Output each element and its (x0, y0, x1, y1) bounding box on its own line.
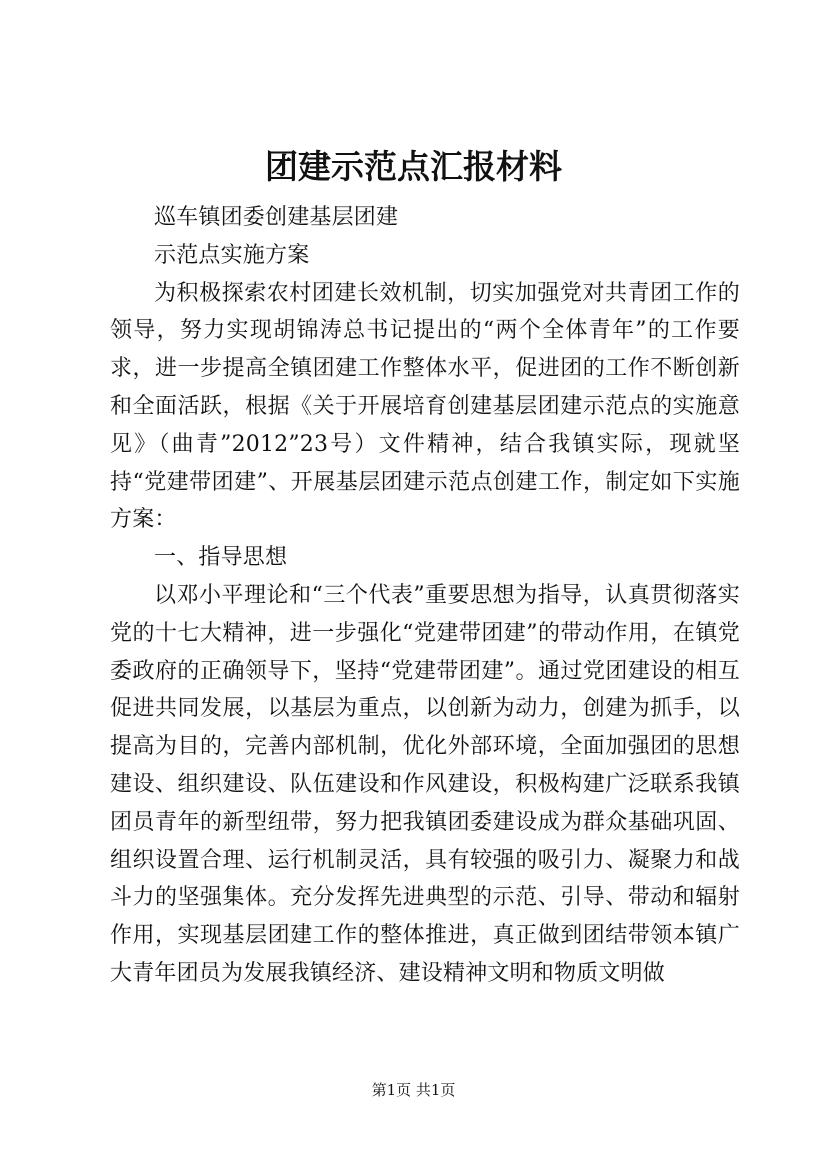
intro-paragraph: 为积极探索农村团建长效机制，切实加强党对共青团工作的领导，努力实现胡锦涛总书记提出的“两个全体青年”的工作要求，进一步提高全镇团建工作整体水平，促进团的工作不断创新和全面活跃，根据《关于开展培育创建基层团建示范点的实施意见》（曲青”2012”23号）文件精神，结合我镇实际，现就坚持“党建带团建”、开展基层团建示范点创建工作，制定如下实施方案： (110, 280, 740, 533)
guiding-thought-paragraph: 以邓小平理论和“三个代表”重要思想为指导，认真贯彻落实党的十七大精神，进一步强化“党建带团建”的带动作用，在镇党委政府的正确领导下，坚持“党建带团建”。通过党团建设的相互促进共同发展，以基层为重点，以创新为动力，创建为抓手，以提高为目的，完善内部机制，优化外部环境，全面加强团的思想建设、组织建设、队伍建设和作风建设，积极构建广泛联系我镇团员青年的新型纽带，努力把我镇团委建设成为群众基础巩固、组织设置合理、运行机制灵活，具有较强的吸引力、凝聚力和战斗力的坚强集体。充分发挥先进典型的示范、引导、带动和辐射作用，实现基层团建工作的整体推进，真正做到团结带领本镇广大青年团员为发展我镇经济、建设精神文明和物质文明做 (110, 582, 740, 986)
subtitle-line-2: 示范点实施方案 (154, 242, 310, 268)
subtitle-line-1: 巡车镇团委创建基层团建 (154, 205, 399, 230)
page-footer: 第1页 共1页 (371, 1081, 456, 1099)
document-title: 团建示范点汇报材料 (265, 147, 562, 186)
section-heading-guiding-thought: 一、指导思想 (154, 545, 288, 571)
document-body (110, 199, 740, 993)
